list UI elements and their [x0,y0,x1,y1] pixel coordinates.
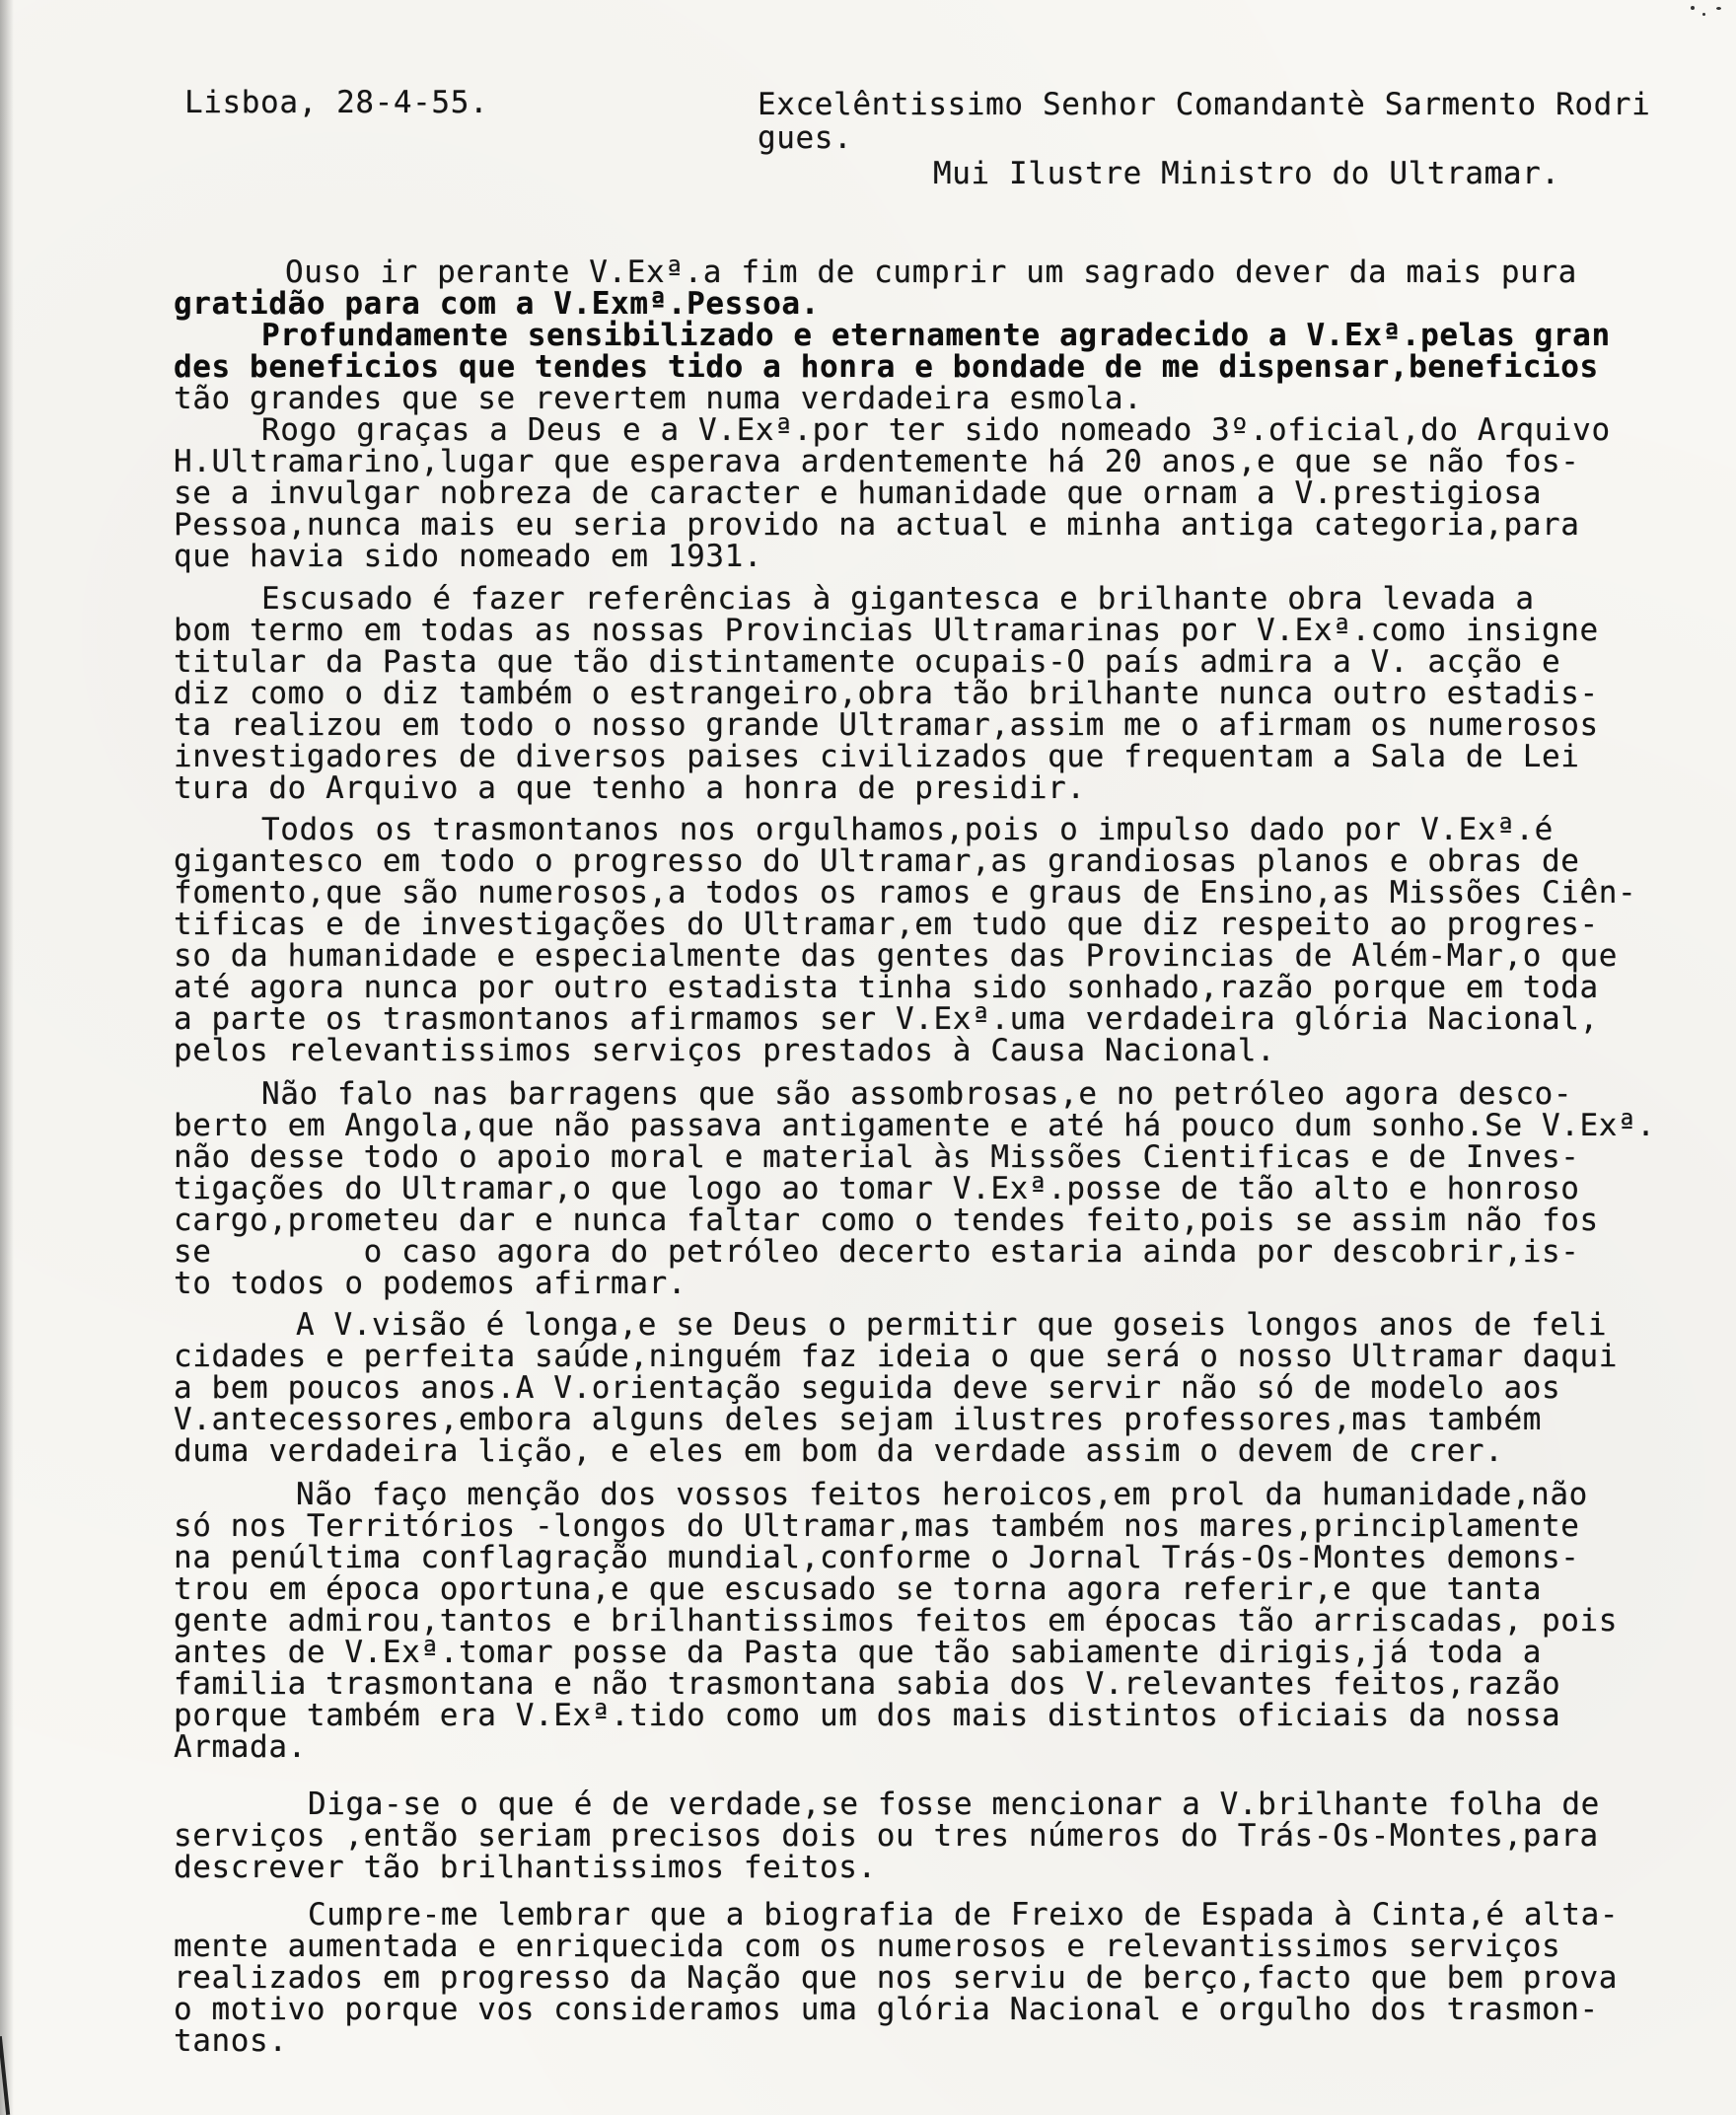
body-line: titular da Pasta que tão distintamente ocupais-O país admira a V. acção e [174,644,1561,680]
body-line: Todos os trasmontanos nos orgulhamos,pois o impulso dado por V.Exª.é [261,812,1554,847]
body-line: Armada. [174,1729,307,1765]
body-line: se o caso agora do petróleo decerto estaria ainda por descobrir,is- [174,1234,1580,1270]
body-line: fomento,que são numerosos,a todos os ramos e graus de Ensino,as Missões Ciên- [174,875,1637,911]
body-line: realizados em progresso da Nação que nos serviu de berço,facto que bem prova [174,1960,1619,1996]
body-line: pelos relevantissimos serviços prestados à Causa Nacional. [174,1033,1276,1068]
body-line: gratidão para com a V.Exmª.Pessoa. [174,286,820,322]
body-line: diz como o diz também o estrangeiro,obra tão brilhante nunca outro estadis- [174,676,1599,711]
body-line: ta realizou em todo o nosso grande Ultramar,assim me o afirmam os numerosos [174,707,1599,743]
salutation-line: Excelêntissimo Senhor Comandantè Sarmento Rodri [758,87,1651,122]
body-line: descrever tão brilhantissimos feitos. [174,1850,877,1885]
body-line: duma verdadeira lição, e eles em bom da verdade assim o devem de crer. [174,1433,1504,1469]
body-line: Ouso ir perante V.Exª.a fim de cumprir um sagrado dever da mais pura [285,255,1577,290]
body-line: antes de V.Exª.tomar posse da Pasta que tão sabiamente dirigis,já toda a [174,1635,1542,1670]
body-line: Rogo graças a Deus e a V.Exª.por ter sido nomeado 3º.oficial,do Arquivo [261,412,1611,448]
body-line: a parte os trasmontanos afirmamos ser V.Exª.uma verdadeira glória Nacional, [174,1001,1599,1037]
body-line: familia trasmontana e não trasmontana sabia dos V.relevantes feitos,razão [174,1666,1561,1702]
salutation-line: gues. [758,120,853,156]
body-line: berto em Angola,que não passava antigamente e até há pouco dum sonho.Se V.Exª. [174,1108,1656,1143]
body-line: que havia sido nomeado em 1931. [174,539,763,574]
body-line: Cumpre-me lembrar que a biografia de Freixo de Espada à Cinta,é alta- [308,1897,1620,1933]
body-line: tificas e de investigações do Ultramar,em tudo que diz respeito ao progres- [174,907,1599,942]
body-line: V.antecessores,embora alguns deles sejam ilustres professores,mas também [174,1402,1542,1437]
body-line: se a invulgar nobreza de caracter e humanidade que ornam a V.prestigiosa [174,475,1542,511]
body-line: a bem poucos anos.A V.orientação seguida deve servir não só de modelo aos [174,1370,1561,1406]
body-line: Escusado é fazer referências à gigantesca e brilhante obra levada a [261,581,1535,617]
body-line: so da humanidade e especialmente das gentes das Provincias de Além-Mar,o que [174,938,1619,974]
body-line: só nos Territórios -longos do Ultramar,mas também nos mares,principlamente [174,1508,1580,1544]
body-line: Diga-se o que é de verdade,se fosse mencionar a V.brilhante folha de [308,1787,1600,1822]
body-line: tigações do Ultramar,o que logo ao tomar V.Exª.posse de tão alto e honroso [174,1171,1580,1206]
body-line: investigadores de diversos paises civilizados que frequentam a Sala de Lei [174,739,1580,774]
ink-specks [1689,4,1728,24]
body-line: tão grandes que se revertem numa verdadeira esmola. [174,381,1143,416]
scan-shadow-edge [0,0,14,2115]
body-line: gente admirou,tantos e brilhantissimos feitos em épocas tão arriscadas, pois [174,1603,1619,1639]
body-line: tanos. [174,2023,288,2059]
body-line: não desse todo o apoio moral e material às Missões Cientificas e de Inves- [174,1139,1580,1175]
body-line: cargo,prometeu dar e nunca faltar como o tendes feito,pois se assim não fos [174,1203,1599,1238]
body-line: H.Ultramarino,lugar que esperava ardentemente há 20 anos,e que se não fos- [174,444,1580,479]
place-date: Lisboa, 28-4-55. [184,85,489,120]
body-line: des beneficios que tendes tido a honra e bondade de me dispensar,beneficios [174,349,1599,385]
body-line: A V.visão é longa,e se Deus o permitir que goseis longos anos de feli [296,1307,1608,1343]
body-line: na penúltima conflagração mundial,conforme o Jornal Trás-Os-Montes demons- [174,1540,1580,1575]
body-line: Não falo nas barragens que são assombrosas,e no petróleo agora desco- [261,1076,1573,1112]
body-line: Profundamente sensibilizado e eternamente agradecido a V.Exª.pelas gran [261,318,1611,353]
body-line: Não faço menção dos vossos feitos heroicos,em prol da humanidade,não [296,1477,1588,1512]
body-line: até agora nunca por outro estadista tinha sido sonhado,razão porque em toda [174,970,1599,1005]
body-line: trou em época oportuna,e que escusado se torna agora referir,e que tanta [174,1571,1542,1607]
body-line: tura do Arquivo a que tenho a honra de presidir. [174,770,1086,806]
body-line: o motivo porque vos consideramos uma glória Nacional e orgulho dos trasmon- [174,1992,1599,2027]
salutation-line: Mui Ilustre Ministro do Ultramar. [933,156,1560,191]
body-line: gigantesco em todo o progresso do Ultramar,as grandiosas planos e obras de [174,843,1580,879]
body-line: mente aumentada e enriquecida com os numerosos e relevantissimos serviços [174,1929,1561,1964]
body-line: to todos o podemos afirmar. [174,1266,687,1301]
body-line: cidades e perfeita saúde,ninguém faz ideia o que será o nosso Ultramar daqui [174,1339,1619,1374]
body-line: bom termo em todas as nossas Provincias Ultramarinas por V.Exª.como insigne [174,613,1599,648]
body-line: porque também era V.Exª.tido como um dos mais distintos oficiais da nossa [174,1698,1561,1733]
body-line: Pessoa,nunca mais eu seria provido na actual e minha antiga categoria,para [174,507,1580,543]
body-line: serviços ,então seriam precisos dois ou tres números do Trás-Os-Montes,para [174,1818,1599,1854]
